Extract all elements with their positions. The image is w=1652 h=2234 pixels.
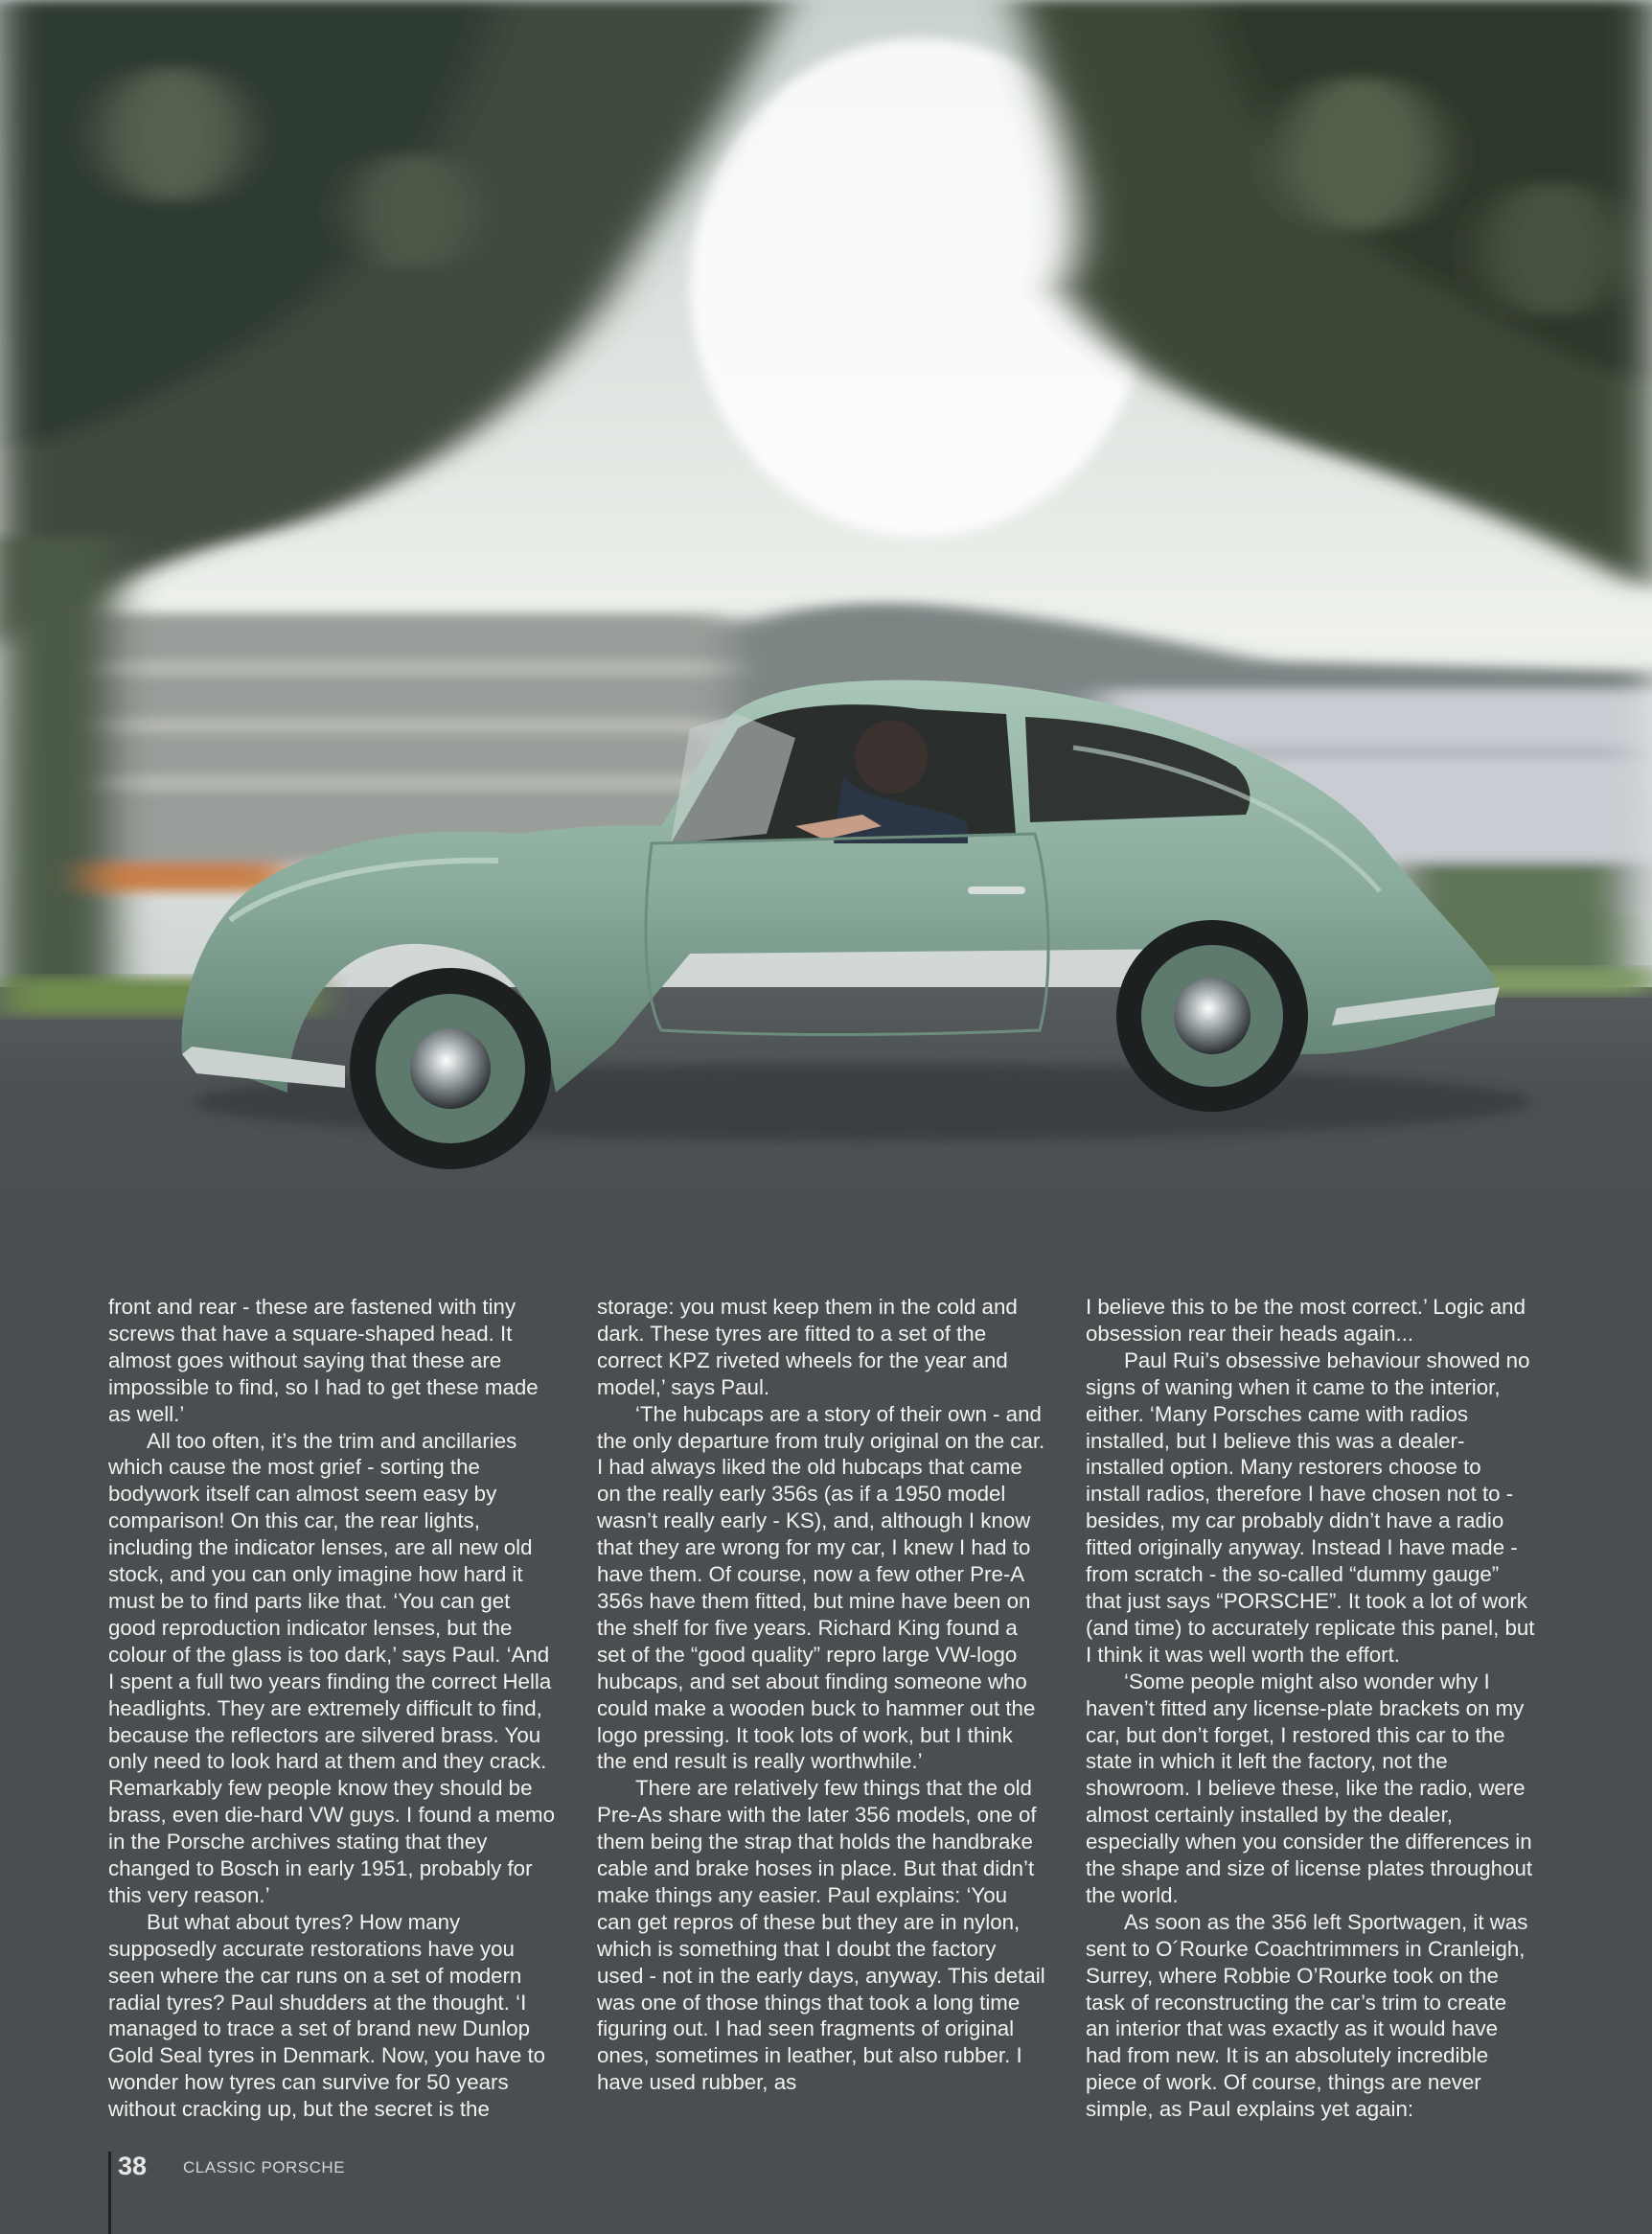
rear-wheel: [1116, 920, 1308, 1112]
front-wheel: [350, 968, 551, 1169]
paragraph: storage: you must keep them in the cold and dark. These tyres are fitted to a set of the correct KPZ riveted wheels for the year and model,’ says Paul.: [597, 1295, 1018, 1399]
footer-divider: [108, 2152, 111, 2234]
article-column-2: [597, 1294, 1047, 2096]
page-number: 38: [118, 2152, 148, 2180]
paragraph: But what about tyres? How many supposedly accurate restorations have you seen where the car runs on a set of modern radial tyres? Paul shudders at the thought. ‘I managed to trace a set of brand new Dunlop Gold Seal tyres in Denmark. Now, you have to wonder how tyres can survive for 50 years without cracking up, but the secret is the: [108, 1909, 546, 2122]
magazine-name: CLASSIC PORSCHE: [183, 2158, 346, 2176]
paragraph: ‘Some people might also wonder why I haven’t fitted any license-plate brackets on my car, but don’t forget, I restored this car to the state in which it left the factory, not the showroom. I believe these, like the radio, were almost certainly installed by the dealer, especially when you consider the differences in the shape and size of license plates throughout the world.: [1086, 1669, 1533, 1907]
article-column-3: [1086, 1294, 1536, 2123]
paragraph: Paul Rui’s obsessive behaviour showed no signs of waning when it came to the interior, either. ‘Many Porsches came with radios installed, but I believe this was a dealer-installed option. Many restorers choose to install radios, therefore I have chosen not to - besides, my car probably didn’t have a radio fitted originally anyway. Instead I have made - from scratch - the so-called “dummy gauge” that just says “PORSCHE”. It took a lot of work (and time) to accurately replicate this panel, but I think it was well worth the effort.: [1086, 1347, 1535, 1667]
article-column-1: [108, 1294, 559, 2123]
article-body: [108, 1294, 1546, 2128]
paragraph: I believe this to be the most correct.’ Logic and obsession rear their heads again...: [1086, 1295, 1526, 1346]
paragraph: All too often, it’s the trim and ancillaries which cause the most grief - sorting the bodywork itself can almost seem easy by comparison! On this car, the rear lights, including the indicator lenses, are all new old stock, and you can only imagine how hard it must be to find parts like that. ‘You can get good reproduction indicator lenses, but the colour of the glass is too dark,’ says Paul. ‘And I spent a full two years finding the correct Hella headlights. They are extremely difficult to find, because the reflectors are silvered brass. You only need to look hard at them and they crack. Remarkably few people know they should be brass, even die-hard VW guys. I found a memo in the Porsche archives stating that they changed to Bosch in early 1951, probably for this very reason.’: [108, 1428, 555, 1907]
paragraph: There are relatively few things that the old Pre-As share with the later 356 models, one of them being the strap that holds the handbrake cable and brake hoses in place. But that didn’t make things any easier. Paul explains: ‘You can get repros of these but they are in nylon, which is something that I doubt the factory used - not in the early days, anyway. This detail was one of those things that took a long time figuring out. I had seen fragments of original ones, sometimes in leather, but also rubber. I have used rubber, as: [597, 1776, 1045, 2095]
paragraph: As soon as the 356 left Sportwagen, it was sent to O´Rourke Coachtrimmers in Cranleigh, Surrey, where Robbie O’Rourke took on the task of reconstructing the car’s trim to create an interior that was exactly as it would have had from new. It is an absolutely incredible piece of work. Of course, things are never simple, as Paul explains yet again:: [1086, 1909, 1528, 2122]
paragraph: front and rear - these are fastened with tiny screws that have a square-shaped head. It almost goes without saying that these are impossible to find, so I had to get these made as well.’: [108, 1295, 539, 1426]
paragraph: ‘The hubcaps are a story of their own - and the only departure from truly original on the car. I had always liked the old hubcaps that came on the really early 356s (as if a 1950 model wasn’t really early - KS), and, although I know that they are wrong for my car, I knew I had to have them. Of course, now a few other Pre-A 356s have them fitted, but mine have been on the shelf for five years. Richard King found a set of the “good quality” repro large VW-logo hubcaps, and set about finding someone who could make a wooden buck to hammer out the logo pressing. It took lots of work, but I think the end result is really worthwhile.’: [597, 1401, 1045, 1774]
